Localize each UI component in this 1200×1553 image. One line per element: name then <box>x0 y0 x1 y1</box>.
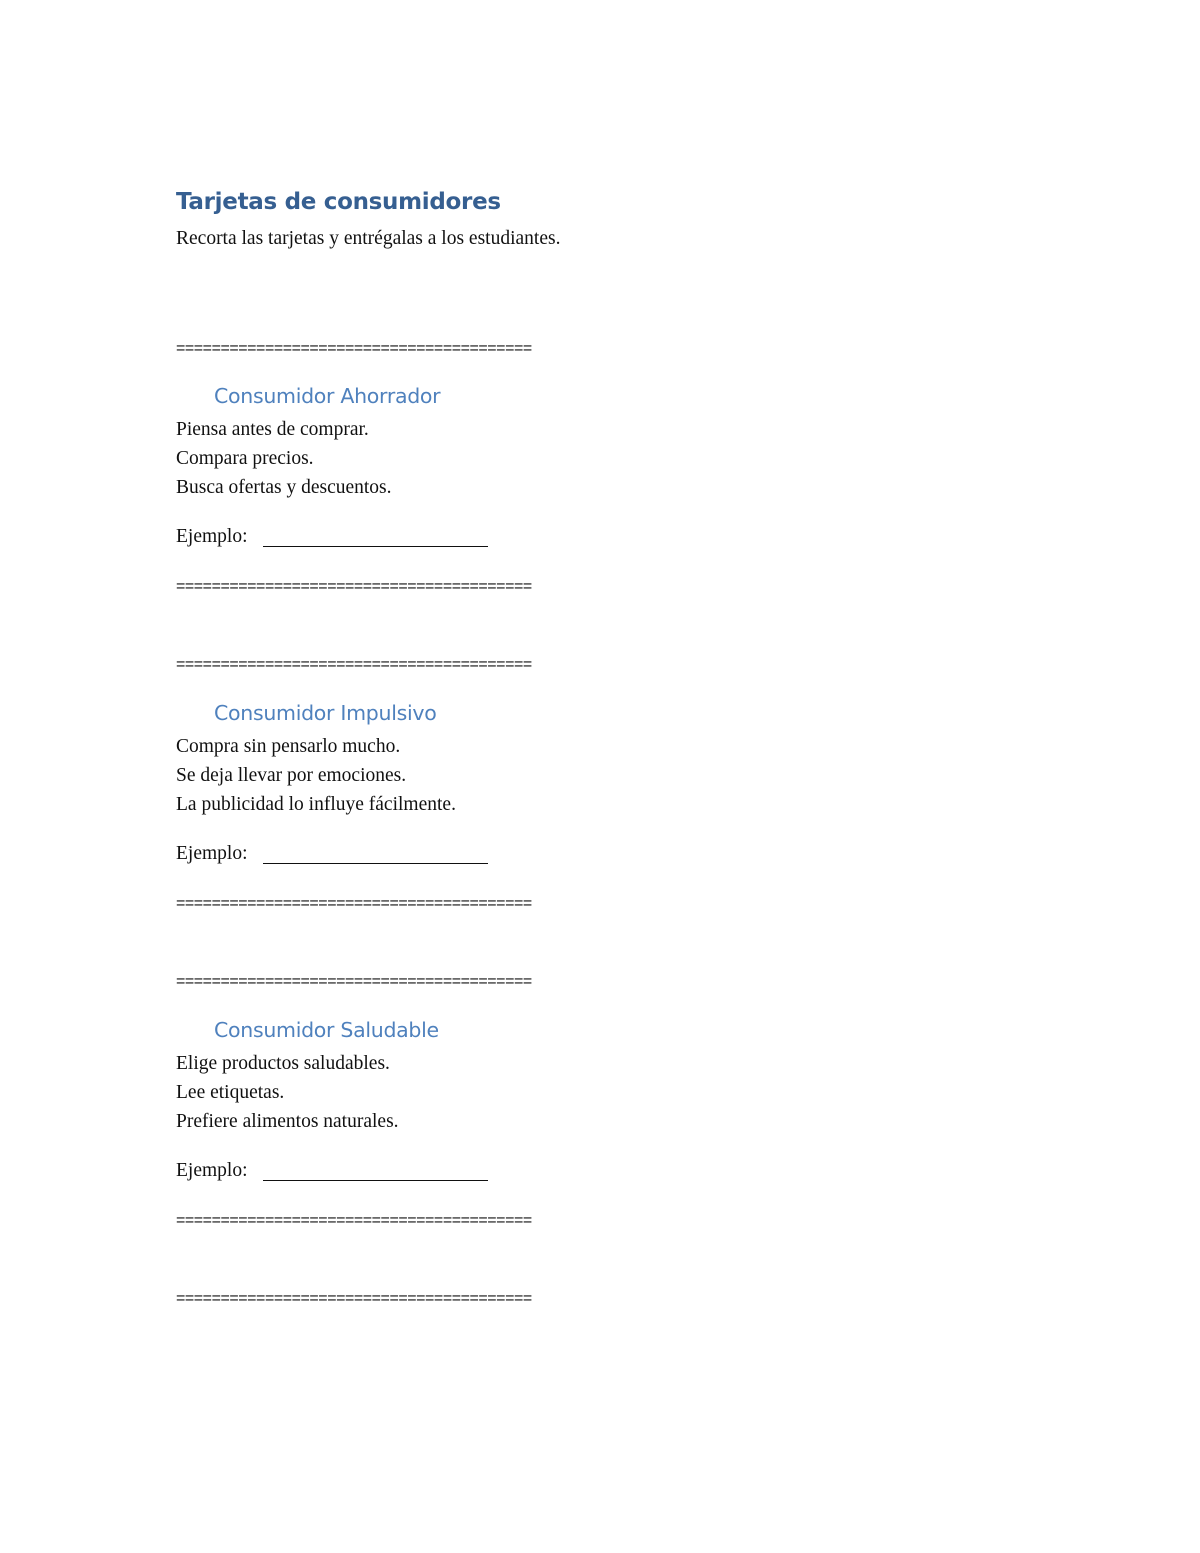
example-label: Ejemplo: <box>176 526 248 547</box>
card-line: Elige productos saludables. <box>176 1053 390 1074</box>
card-separator-top: ======================================== <box>176 656 532 673</box>
example-blank-line <box>263 863 488 864</box>
card-title-saludable: Consumidor Saludable <box>214 1018 439 1042</box>
card-title-ahorrador: Consumidor Ahorrador <box>214 384 441 408</box>
card-line: Compra sin pensarlo mucho. <box>176 736 401 757</box>
document-instructions: Recorta las tarjetas y entrégalas a los estudiantes. <box>176 228 561 249</box>
example-label: Ejemplo: <box>176 843 248 864</box>
document-title: Tarjetas de consumidores <box>176 189 501 215</box>
card-separator-bottom: ======================================== <box>176 895 532 912</box>
card-line: Se deja llevar por emociones. <box>176 765 407 786</box>
card-line: Lee etiquetas. <box>176 1082 285 1103</box>
card-separator-top: ======================================== <box>176 973 532 990</box>
card-line: Prefiere alimentos naturales. <box>176 1111 399 1132</box>
card-separator-top: ======================================== <box>176 1290 532 1307</box>
card-line: Busca ofertas y descuentos. <box>176 477 392 498</box>
card-line: Piensa antes de comprar. <box>176 419 369 440</box>
card-line: La publicidad lo influye fácilmente. <box>176 794 456 815</box>
card-line: Compara precios. <box>176 448 314 469</box>
example-blank-line <box>263 546 488 547</box>
card-separator-bottom: ======================================== <box>176 1212 532 1229</box>
card-separator-bottom: ======================================== <box>176 578 532 595</box>
card-title-impulsivo: Consumidor Impulsivo <box>214 701 437 725</box>
example-blank-line <box>263 1180 488 1181</box>
example-label: Ejemplo: <box>176 1160 248 1181</box>
card-separator-top: ======================================== <box>176 340 532 357</box>
